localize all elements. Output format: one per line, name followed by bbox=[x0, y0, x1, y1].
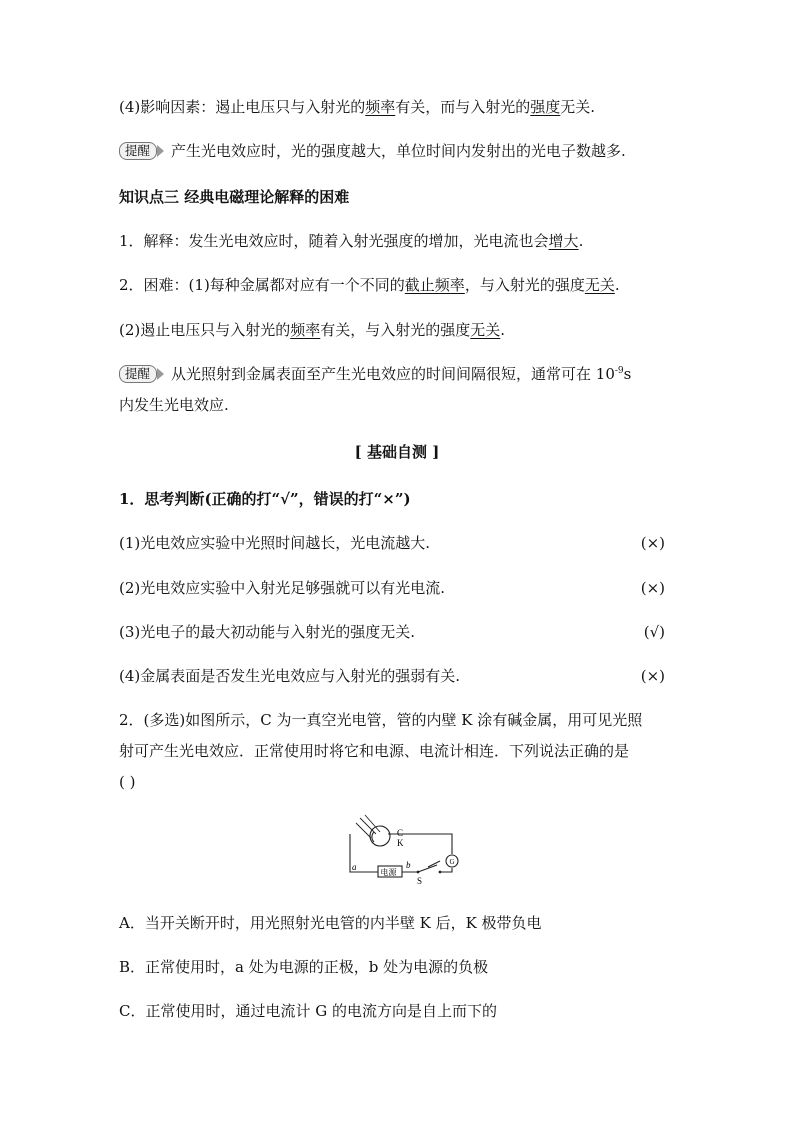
question-1-title: 1．思考判断(正确的打“√”，错误的打“×”) bbox=[119, 490, 411, 508]
question-2-stem-line-2: 射可产生光电效应．正常使用时将它和电源、电流计相连．下列说法正确的是 bbox=[119, 742, 630, 760]
tip-note-2: 提醒 从光照射到金属表面至产生光电效应的时间间隔很短，通常可在 $10^{-9}s$ bbox=[119, 364, 631, 384]
tip-tag: 提醒 bbox=[119, 365, 157, 383]
paragraph-influence-factors: (4)影响因素：遏止电压只与入射光的频率有关，而与入射光的强度无关. bbox=[119, 98, 596, 116]
underlined-term: 无关 bbox=[584, 276, 615, 294]
judgement-mark: (×) bbox=[640, 579, 665, 597]
label-source: 电源 bbox=[380, 868, 397, 877]
label-c: C bbox=[397, 828, 404, 838]
light-ray bbox=[360, 818, 376, 834]
answer-blank: ( ) bbox=[119, 773, 136, 791]
label-k: K bbox=[397, 838, 404, 848]
tip-note-2-continued: 内发生光电效应. bbox=[119, 396, 229, 414]
judgement-mark: (×) bbox=[640, 667, 665, 685]
label-s: S bbox=[417, 876, 423, 886]
tip-tag: 提醒 bbox=[119, 142, 157, 160]
option-b: B．正常使用时，a 处为电源的正极，b 处为电源的负极 bbox=[119, 958, 489, 976]
judgement-item: (1)光电效应实验中光照时间越长，光电流越大. bbox=[119, 534, 431, 552]
photoelectric-circuit-diagram bbox=[340, 812, 460, 892]
light-ray bbox=[356, 823, 371, 838]
label-a: a bbox=[352, 862, 357, 872]
underlined-term: 无关 bbox=[470, 321, 501, 339]
option-c: C．正常使用时，通过电流计 G 的电流方向是自上而下的 bbox=[119, 1002, 497, 1020]
option-a: A．当开关断开时，用光照射光电管的内半壁 K 后，K 极带负电 bbox=[119, 914, 542, 932]
label-b: b bbox=[406, 860, 411, 870]
judgement-item: (3)光电子的最大初动能与入射光的强度无关. bbox=[119, 623, 416, 641]
judgement-item: (2)光电效应实验中入射光足够强就可以有光电流. bbox=[119, 579, 446, 597]
switch-s bbox=[418, 865, 437, 872]
explanation-line: 1．解释：发生光电效应时，随着入射光强度的增加，光电流也会增大. bbox=[119, 232, 584, 250]
underlined-term: 强度 bbox=[530, 98, 561, 116]
switch-contact bbox=[439, 871, 442, 874]
cathode-k bbox=[372, 832, 374, 842]
phototube bbox=[370, 826, 390, 846]
tip-note-1: 提醒 产生光电效应时，光的强度越大，单位时间内发射出的光电子数越多. bbox=[119, 141, 626, 161]
judgement-mark: (×) bbox=[640, 534, 665, 552]
section-title: 知识点三 经典电磁理论解释的困难 bbox=[119, 188, 350, 206]
self-test-heading: [ 基础自测 ] bbox=[354, 443, 440, 461]
question-2-stem-line-1: 2．(多选)如图所示，C 为一真空光电管，管的内壁 K 涂有碱金属，用可见光照 bbox=[119, 711, 643, 729]
judgement-mark: (√) bbox=[643, 623, 665, 641]
underlined-term: 频率 bbox=[290, 321, 321, 339]
judgement-item: (4)金属表面是否发生光电效应与入射光的强弱有关. bbox=[119, 667, 461, 685]
underlined-term: 截止频率 bbox=[404, 276, 465, 294]
label-g: G bbox=[449, 858, 455, 866]
difficulty-line-1: 2．困难：(1)每种金属都对应有一个不同的截止频率，与入射光的强度无关. bbox=[119, 276, 620, 294]
underlined-term: 增大 bbox=[548, 232, 579, 250]
underlined-term: 频率 bbox=[365, 98, 396, 116]
difficulty-line-2: (2)遏止电压只与入射光的频率有关，与入射光的强度无关. bbox=[119, 321, 506, 339]
